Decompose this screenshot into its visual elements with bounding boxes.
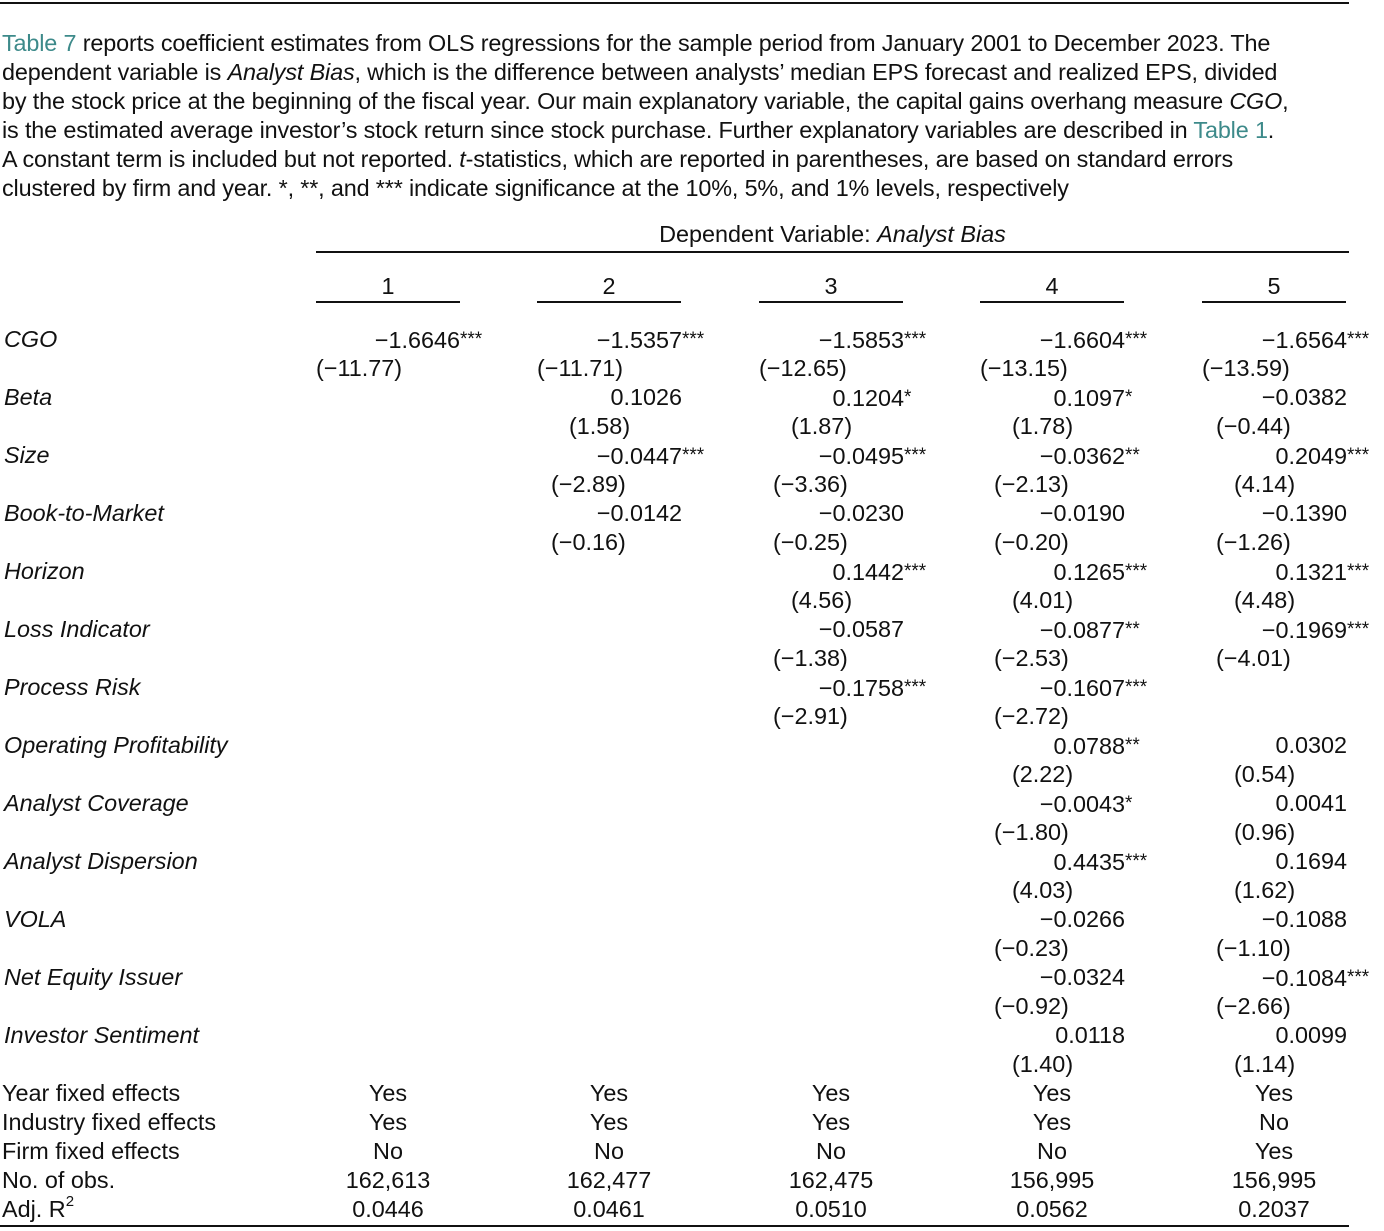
t-statistic: (−2.53) (994, 645, 1069, 671)
significance-stars: *** (1347, 619, 1370, 640)
significance-stars: ** (1125, 619, 1140, 640)
coefficient (532, 325, 714, 355)
fixed-row-value: Yes (1032, 1080, 1072, 1106)
t-statistic: (−0.25) (773, 529, 848, 555)
column-header: 3 (824, 273, 838, 299)
t-statistic: (−1.80) (994, 819, 1069, 845)
coefficient-value: 0.0302 (1275, 732, 1347, 758)
coefficient (975, 789, 1157, 819)
t-statistic: (−0.20) (994, 529, 1069, 555)
coefficient (532, 441, 714, 471)
dependent-variable-header: Dependent Variable: Analyst Bias (659, 221, 1006, 247)
fixed-row-value: 0.0446 (352, 1196, 424, 1222)
fixed-row-value: 0.0461 (573, 1196, 645, 1222)
t-statistic: (−2.91) (773, 703, 848, 729)
coefficient (1197, 789, 1379, 818)
significance-stars: *** (904, 445, 927, 466)
table-caption: Table 7 reports coefficient estimates from OLS regressions for the sample period from January 2001 to December 2023. The dependent variable is Analyst Bias, which is the difference between analysts’ median EPS forecast and realized EPS, divided by the stock price at the beginning of the fiscal year. Our main explanatory variable, the capital gains overhang measure CGO, is the estimated average investor’s stock return since stock purchase. Further explanatory variables are described in Table 1. A constant term is included but not reported. t-statistics, which are reported in parentheses, are based on standard errors clustered by firm and year. *, **, and *** indicate significance at the 10%, 5%, and 1% levels, respectively (2, 30, 1289, 201)
column-rule (980, 301, 1124, 303)
significance-stars: *** (1125, 329, 1148, 350)
column-rule (759, 301, 903, 303)
superscript: 2 (65, 1193, 75, 1211)
coefficient (1197, 441, 1379, 471)
significance-stars: *** (1347, 967, 1370, 988)
coefficient-value: −0.0362 (1039, 443, 1125, 469)
table-7-link[interactable]: Table 7 (2, 30, 77, 56)
coefficient (1197, 963, 1379, 993)
t-statistic: (4.01) (1012, 587, 1074, 613)
significance-stars: * (904, 387, 912, 408)
coefficient-value: 0.4435 (1053, 849, 1125, 875)
coefficient (975, 383, 1157, 413)
coefficient-value: −0.1084 (1261, 965, 1347, 991)
coefficient-value: 0.1694 (1275, 848, 1347, 874)
t-statistic: (−0.44) (1216, 413, 1291, 439)
t-statistic: (−2.13) (994, 471, 1069, 497)
fixed-row-value: Yes (811, 1080, 851, 1106)
t-statistic: (−12.65) (759, 355, 847, 381)
significance-stars: ** (1125, 445, 1140, 466)
significance-stars: *** (1125, 561, 1148, 582)
coefficient-value: −0.0587 (818, 616, 904, 642)
t-statistic: (0.54) (1234, 761, 1296, 787)
significance-stars: * (1125, 793, 1133, 814)
fixed-row-value: Yes (368, 1080, 408, 1106)
t-statistic: (1.62) (1234, 877, 1296, 903)
t-statistic: (1.58) (569, 413, 631, 439)
coefficient (975, 615, 1157, 645)
column-header: 5 (1267, 273, 1281, 299)
t-statistic: (−13.15) (980, 355, 1068, 381)
column-header: 1 (381, 273, 395, 299)
coefficient-value: −0.0495 (818, 443, 904, 469)
coefficient-value: −0.1969 (1261, 617, 1347, 643)
t-statistic: (1.78) (1012, 413, 1074, 439)
fixed-row-value: Yes (368, 1109, 408, 1135)
fixed-row-value: Yes (589, 1080, 629, 1106)
t-statistic: (−0.92) (994, 993, 1069, 1019)
t-statistic: (0.96) (1234, 819, 1296, 845)
coefficient-value: −1.6604 (1039, 327, 1125, 353)
t-statistic: (4.14) (1234, 471, 1296, 497)
coefficient (975, 963, 1157, 992)
fixed-row-value: 0.0510 (795, 1196, 867, 1222)
significance-stars: *** (904, 677, 927, 698)
fixed-row-value: Yes (811, 1109, 851, 1135)
coefficient (1197, 383, 1379, 412)
row-label: CGO (4, 326, 58, 352)
coefficient-value: −0.0877 (1039, 617, 1125, 643)
coefficient (975, 731, 1157, 761)
t-statistic: (2.22) (1012, 761, 1074, 787)
bottom-rule (0, 1225, 1349, 1227)
significance-stars: *** (904, 329, 927, 350)
fixed-row-value: 162,477 (566, 1167, 652, 1193)
fixed-row-value: Yes (1032, 1109, 1072, 1135)
fixed-row-value: No (373, 1138, 403, 1164)
coefficient-value: −0.0266 (1039, 906, 1125, 932)
coefficient (1197, 731, 1379, 760)
coefficient-value: 0.0099 (1275, 1022, 1347, 1048)
fixed-row-label: Industry fixed effects (2, 1109, 217, 1135)
coefficient (975, 905, 1157, 934)
coefficient (532, 383, 714, 412)
coefficient (532, 499, 714, 528)
coefficient-value: 0.0118 (1055, 1022, 1125, 1048)
row-label: Beta (4, 384, 53, 410)
t-statistic: (−1.38) (773, 645, 848, 671)
coefficient-value: 0.0041 (1275, 790, 1347, 816)
coefficient (975, 499, 1157, 528)
coefficient (754, 615, 936, 644)
significance-stars: *** (460, 329, 483, 350)
row-label: Analyst Dispersion (4, 848, 198, 874)
coefficient-value: 0.1442 (832, 559, 904, 585)
t-statistic: (1.87) (791, 413, 853, 439)
coefficient (1197, 905, 1379, 934)
coefficient (1197, 325, 1379, 355)
top-rule (0, 2, 1349, 4)
coefficient-value: −1.6646 (374, 327, 460, 353)
coefficient-value: 0.1026 (610, 384, 682, 410)
row-label: Book-to-Market (4, 500, 164, 526)
significance-stars: *** (1125, 851, 1148, 872)
column-header: 4 (1045, 273, 1059, 299)
fixed-row-value: 162,613 (345, 1167, 431, 1193)
t-statistic: (−13.59) (1202, 355, 1290, 381)
coefficient-value: −0.0142 (596, 500, 682, 526)
coefficient-value: −0.0230 (818, 500, 904, 526)
column-header: 2 (602, 273, 616, 299)
fixed-row-value: Yes (1254, 1138, 1294, 1164)
fixed-row-label: No. of obs. (2, 1167, 116, 1193)
coefficient-value: 0.0788 (1053, 733, 1125, 759)
coefficient (1197, 557, 1379, 587)
header-rule (316, 251, 1349, 253)
coefficient (310, 325, 492, 355)
fixed-row-value: No (594, 1138, 624, 1164)
coefficient-value: −0.0190 (1039, 500, 1125, 526)
coefficient (1197, 847, 1379, 876)
significance-stars: *** (1347, 329, 1370, 350)
row-label: VOLA (4, 906, 67, 932)
column-rule (316, 301, 460, 303)
t-statistic: (−2.72) (994, 703, 1069, 729)
significance-stars: ** (1125, 735, 1140, 756)
coefficient (1197, 499, 1379, 528)
coefficient-value: −0.1390 (1261, 500, 1347, 526)
t-statistic: (1.14) (1234, 1051, 1296, 1077)
table-1-link[interactable]: Table 1 (1193, 117, 1268, 143)
t-statistic: (1.40) (1012, 1051, 1074, 1077)
coefficient (754, 383, 936, 413)
coefficient (754, 325, 936, 355)
significance-stars: *** (904, 561, 927, 582)
coefficient (1197, 615, 1379, 645)
fixed-row-value: Yes (589, 1109, 629, 1135)
coefficient (1197, 1021, 1379, 1050)
coefficient-value: 0.1321 (1275, 559, 1347, 585)
coefficient-value: 0.1265 (1053, 559, 1125, 585)
t-statistic: (−11.71) (537, 355, 624, 381)
coefficient-value: −0.1758 (818, 675, 904, 701)
coefficient (754, 557, 936, 587)
fixed-row-value: 156,995 (1231, 1167, 1317, 1193)
coefficient (754, 441, 936, 471)
row-label: Analyst Coverage (4, 790, 189, 816)
coefficient-value: −0.1607 (1039, 675, 1125, 701)
t-statistic: (−3.36) (773, 471, 848, 497)
coefficient (754, 673, 936, 703)
significance-stars: *** (682, 329, 705, 350)
significance-stars: *** (1347, 445, 1370, 466)
column-rule (537, 301, 681, 303)
t-statistic: (−2.66) (1216, 993, 1291, 1019)
row-label: Net Equity Issuer (4, 964, 183, 990)
fixed-row-value: Yes (1254, 1080, 1294, 1106)
row-label: Operating Profitability (4, 732, 228, 758)
t-statistic: (−1.10) (1216, 935, 1291, 961)
row-label: Horizon (4, 558, 85, 584)
t-statistic: (−0.23) (994, 935, 1069, 961)
fixed-row-value: 0.0562 (1016, 1196, 1088, 1222)
significance-stars: *** (1347, 561, 1370, 582)
coefficient-value: 0.1204 (832, 385, 904, 411)
row-label: Loss Indicator (4, 616, 150, 642)
coefficient (754, 499, 936, 528)
row-label: Investor Sentiment (4, 1022, 200, 1048)
fixed-row-label: Firm fixed effects (2, 1138, 180, 1164)
t-statistic: (4.03) (1012, 877, 1074, 903)
t-statistic: (−4.01) (1216, 645, 1291, 671)
coefficient-value: −1.6564 (1261, 327, 1347, 353)
coefficient (975, 441, 1157, 471)
column-rule (1202, 301, 1346, 303)
significance-stars: *** (682, 445, 705, 466)
coefficient (975, 673, 1157, 703)
coefficient-value: −0.0382 (1261, 384, 1347, 410)
fixed-row-value: No (816, 1138, 846, 1164)
coefficient-value: −1.5853 (818, 327, 904, 353)
row-label: Process Risk (4, 674, 141, 700)
coefficient-value: 0.1097 (1053, 385, 1125, 411)
t-statistic: (−11.77) (316, 355, 403, 381)
coefficient-value: −0.0043 (1039, 791, 1125, 817)
t-statistic: (−1.26) (1216, 529, 1291, 555)
coefficient-value: −0.1088 (1261, 906, 1347, 932)
fixed-row-value: 0.2037 (1238, 1196, 1310, 1222)
t-statistic: (−2.89) (551, 471, 626, 497)
coefficient (975, 847, 1157, 877)
fixed-row-value: 162,475 (788, 1167, 874, 1193)
significance-stars: * (1125, 387, 1133, 408)
coefficient-value: −0.0324 (1039, 964, 1125, 990)
fixed-row-label: Year fixed effects (2, 1080, 181, 1106)
coefficient-value: 0.2049 (1275, 443, 1347, 469)
t-statistic: (4.48) (1234, 587, 1296, 613)
row-label: Size (4, 442, 50, 468)
significance-stars: *** (1125, 677, 1148, 698)
t-statistic: (4.56) (791, 587, 853, 613)
coefficient (975, 1021, 1157, 1050)
fixed-row-value: No (1259, 1109, 1289, 1135)
fixed-row-value: No (1037, 1138, 1067, 1164)
coefficient (975, 325, 1157, 355)
coefficient-value: −1.5357 (596, 327, 682, 353)
coefficient-value: −0.0447 (596, 443, 682, 469)
fixed-row-label: Adj. $R^2$ (2, 1193, 75, 1222)
t-statistic: (−0.16) (551, 529, 626, 555)
fixed-row-value: 156,995 (1009, 1167, 1095, 1193)
coefficient (975, 557, 1157, 587)
